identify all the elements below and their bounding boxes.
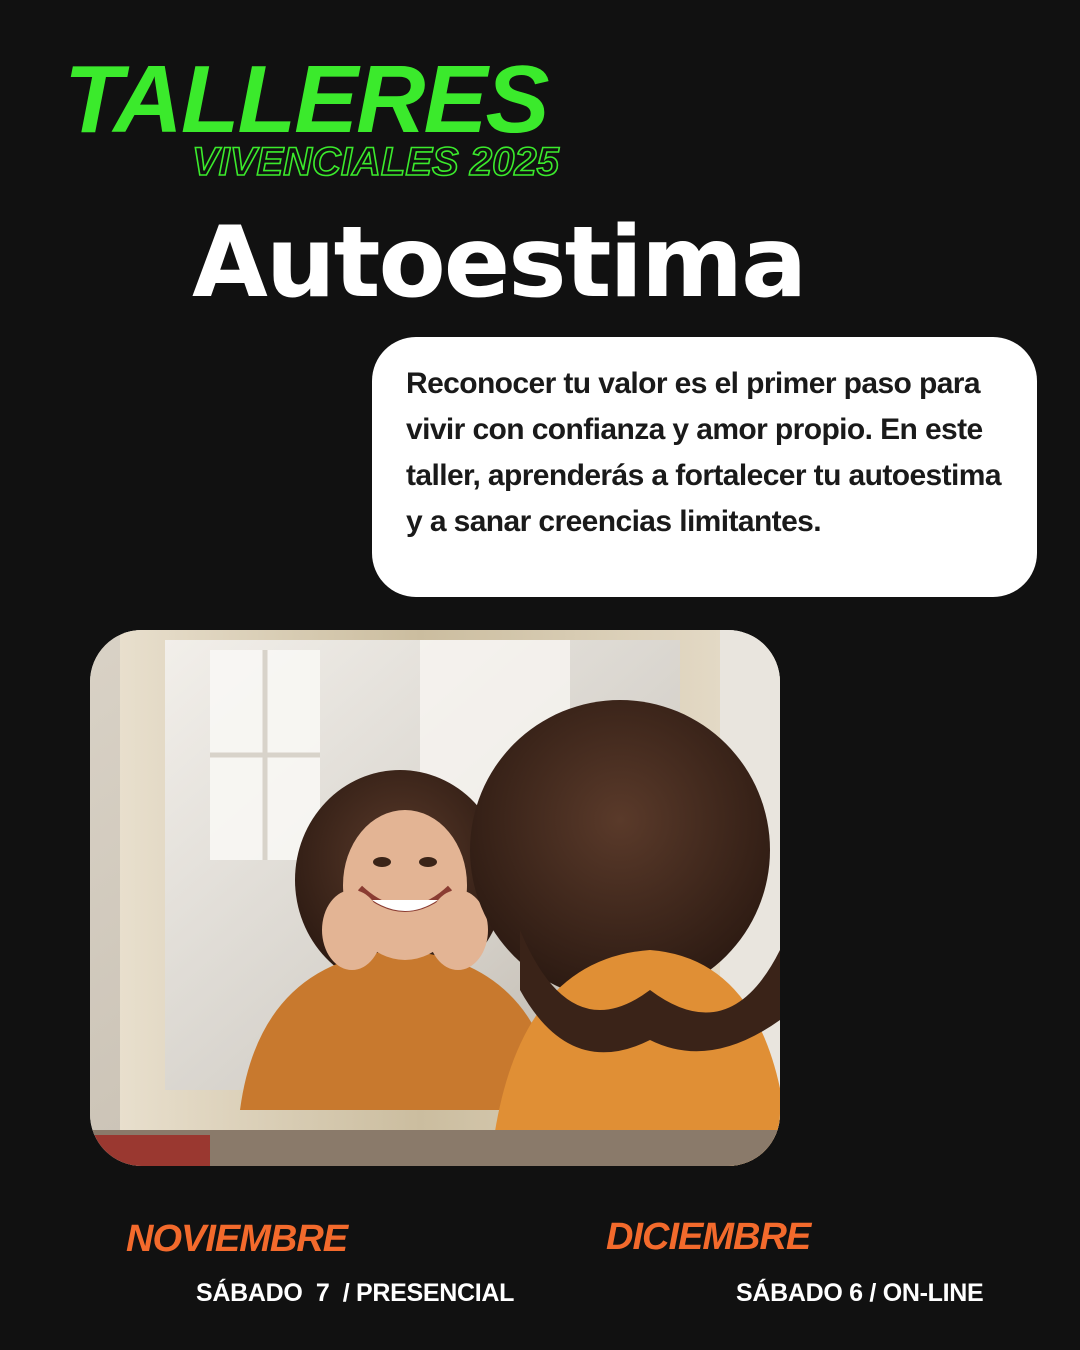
description-card bbox=[372, 337, 1037, 597]
series-subtitle: VIVENCIALES 2025 bbox=[192, 140, 559, 184]
photo-illustration bbox=[90, 630, 780, 1166]
month-november: NOVIEMBRE bbox=[126, 1218, 348, 1260]
woman-mirror-photo bbox=[90, 630, 780, 1166]
session-november: SÁBADO 7 / PRESENCIAL bbox=[196, 1279, 515, 1307]
workshop-description: Reconocer tu valor es el primer paso para vivir con confianza y amor propio. En este taller, aprenderás a fortalecer tu autoestima y a sanar creencias limitantes. bbox=[406, 367, 1001, 538]
month-december: DICIEMBRE bbox=[606, 1216, 811, 1258]
workshop-title: Autoestima bbox=[192, 206, 806, 320]
series-title: TALLERES bbox=[64, 46, 548, 153]
session-december: SÁBADO 6 / ON-LINE bbox=[736, 1279, 984, 1307]
